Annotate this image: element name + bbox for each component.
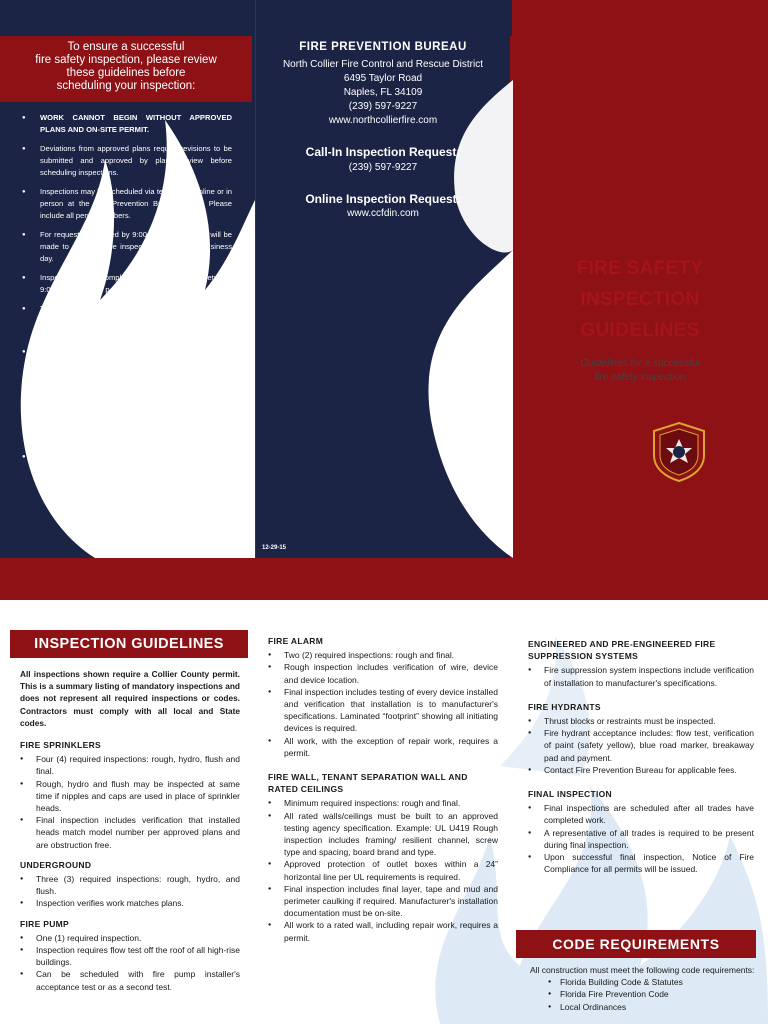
list-item: ● Final inspection includes testing of every device installed and verification that installation is to manufacturer's specifications. Laminated “footprint” showing all initiating devices is required. — [268, 686, 498, 735]
code-requirements — [530, 964, 756, 1013]
list-item: ● Final inspection includes verification that installed heads match model number per approved plans and are obstruction free. — [20, 814, 240, 851]
code-requirements-banner: CODE REQUIREMENTS — [516, 930, 756, 958]
guidelines-column-1 — [20, 668, 240, 993]
cover-subtitle — [540, 357, 740, 385]
section-fire-pump — [20, 918, 240, 993]
list-item: ● Florida Fire Prevention Code — [548, 988, 756, 1000]
section-fire-sprinklers — [20, 739, 240, 851]
list-item: ● Final inspection includes final layer, tape and mud and perimeter caulking if required. Manufacturer's installation documentation must be on-site. — [268, 883, 498, 920]
intro-line: scheduling your inspection: — [56, 80, 196, 92]
subtitle-line: Guidelines for a successful — [580, 358, 700, 369]
list-item: ● Upon successful final inspection, Notice of Fire Compliance for all permits will be issued. — [528, 851, 754, 875]
brochure-inside — [0, 620, 768, 1024]
list-item: ● Fire hydrant acceptance includes: flow test, verification of paint (safety yellow), blue road marker, breakaway pad and payment. — [528, 727, 754, 764]
inspection-guidelines-banner: INSPECTION GUIDELINES — [10, 630, 248, 658]
list-item: ● Address must be clearly visible once construction has begun. — [20, 451, 232, 475]
list-item: ● For requests submitted by 9:00 a.m., every effort will be made to schedule the inspection for the next business day. — [20, 229, 232, 265]
permit-notice: All inspections shown require a Collier County permit. This is a summary listing of mandatory inspections and does not represent all required inspections or codes. Contractors must comply with all local and State codes. — [20, 669, 240, 728]
intro-tab — [0, 36, 252, 102]
list-item: ● Fire suppression system inspections include verification of installation to manufacturer's specifications. — [528, 664, 754, 688]
title-line: FIRE SAFETY — [576, 258, 704, 279]
list-item: ● Time specific appointments apply only to final inspections that include sprinklers, alarms or suppression systems. — [20, 303, 232, 339]
list-item: ● Final inspections are scheduled after all trades have completed work. — [528, 802, 754, 826]
list-item: ● Contact Fire Prevention Bureau for applicable fees. — [528, 764, 754, 776]
list-item: ● For other inspections, contractors may request AM or PM. The District will make every effort to accommodate the request. — [20, 346, 232, 382]
section-heading: ENGINEERED AND PRE-ENGINEERED FIRE SUPPRESSION SYSTEMS — [528, 639, 716, 662]
list-item: ● One (1) required inspection. — [20, 932, 240, 944]
district-name: North Collier Fire Control and Rescue District — [282, 59, 484, 70]
section-suppression-systems — [528, 638, 754, 689]
list-item: ● Two (2) required inspections: rough and final. — [268, 649, 498, 661]
title-line: GUIDELINES — [580, 320, 700, 341]
scheduling-rules-list — [20, 112, 232, 482]
intro-line: To ensure a successful — [67, 41, 185, 53]
list-item: ● Inspections may be scheduled via telephone, online or in person at the Fire Prevention Bureau Office. Please include all permit numbers. — [20, 186, 232, 222]
intro-line: fire safety inspection, please review — [35, 54, 217, 66]
bureau-name: FIRE PREVENTION BUREAU — [299, 41, 467, 53]
code-list — [530, 976, 756, 1013]
street-address: 6495 Taylor Road — [343, 73, 423, 84]
section-heading: FIRE HYDRANTS — [528, 701, 601, 712]
section-heading: UNDERGROUND — [20, 859, 92, 870]
list-item: ● A representative of all trades is required to be present during final inspection. — [528, 827, 754, 851]
list-item: ● Minimum required inspections: rough and final. — [268, 797, 498, 809]
section-heading: FINAL INSPECTION — [528, 789, 612, 800]
list-item: ● Florida Building Code & Statutes — [548, 976, 756, 988]
list-item: ● Thrust blocks or restraints must be inspected. — [528, 715, 754, 727]
title-line: INSPECTION — [580, 289, 700, 310]
online-heading: Online Inspection Request: — [305, 192, 461, 206]
list-item: ● Can be scheduled with fire pump installer's acceptance test or as a second test. — [20, 968, 240, 992]
online-link[interactable]: www.ccfdin.com — [347, 208, 419, 219]
code-intro: All construction must meet the following code requirements: — [530, 965, 755, 975]
list-item: ● Rough, hydro and flush may be inspected at same time if nipples and caps are used in place of sprinkler heads. — [20, 778, 240, 815]
list-item: ● Rough inspection includes verification of wire, device and device location. — [268, 661, 498, 685]
list-item: ● Inspection requires flow test off the roof of all high-rise buildings. — [20, 944, 240, 968]
section-fire-wall — [268, 771, 498, 944]
section-fire-alarm — [268, 635, 498, 759]
list-item: ● Local Ordinances — [548, 1001, 756, 1013]
section-heading: FIRE ALARM — [268, 636, 324, 646]
call-in-heading: Call-In Inspection Request: — [305, 145, 461, 159]
guidelines-column-3 — [528, 638, 754, 875]
list-item: ● All rated walls/ceilings must be built to an approved testing agency specification. Example: UL U419 Rough inspection includes framing/ resilient channel, screw type and spacing, board brand and type. — [268, 810, 498, 859]
fire-district-badge-icon — [648, 421, 710, 483]
website-link[interactable]: www.northcollierfire.com — [328, 115, 438, 126]
section-underground — [20, 859, 240, 910]
section-final-inspection — [528, 788, 754, 875]
list-item: ● Four (4) required inspections: rough, hydro, flush and final. — [20, 753, 240, 777]
list-item: ● WORK CANNOT BEGIN WITHOUT APPROVED PLANS AND ON-SITE PERMIT. — [20, 112, 232, 136]
list-item: ● Time specific inspections may be arranged for an additional $75 fee. — [20, 389, 232, 413]
section-heading: FIRE SPRINKLERS — [20, 740, 102, 751]
intro-line: these guidelines before — [66, 67, 186, 79]
section-heading: FIRE WALL, TENANT SEPARATION WALL AND RATED CEILINGS — [268, 772, 468, 795]
subtitle-line: fire safety inspection — [594, 372, 686, 383]
city-address: Naples, FL 34109 — [343, 87, 423, 98]
guidelines-column-2 — [268, 635, 498, 944]
date-code: 12-29-15 — [262, 545, 287, 551]
cover-title — [540, 253, 740, 346]
list-item: ● Pre-construction meetings with the District's fire safety inspection team are highly recommended. — [20, 420, 232, 444]
list-item: ● Approved protection of outlet boxes within a 24” horizontal line per UL requirements is required. — [268, 858, 498, 882]
list-item: ● All work, with the exception of repair work, requires a permit. — [268, 735, 498, 759]
list-item: ● All work to a rated wall, including repair work, requires a permit. — [268, 919, 498, 943]
phone-number: (239) 597-9227 — [348, 101, 418, 112]
list-item: ● Inspections are completed Monday—Friday between 9:00 a.m. and 4:00 p.m. — [20, 272, 232, 296]
section-fire-hydrants — [528, 701, 754, 776]
list-item: ● Deviations from approved plans require revisions to be submitted and approved by plans review before scheduling inspections. — [20, 143, 232, 179]
section-heading: FIRE PUMP — [20, 918, 69, 929]
call-in-phone: (239) 597-9227 — [348, 162, 418, 173]
list-item: ● Three (3) required inspections: rough, hydro, and flush. — [20, 873, 240, 897]
list-item: ● Inspection verifies work matches plans. — [20, 897, 240, 909]
